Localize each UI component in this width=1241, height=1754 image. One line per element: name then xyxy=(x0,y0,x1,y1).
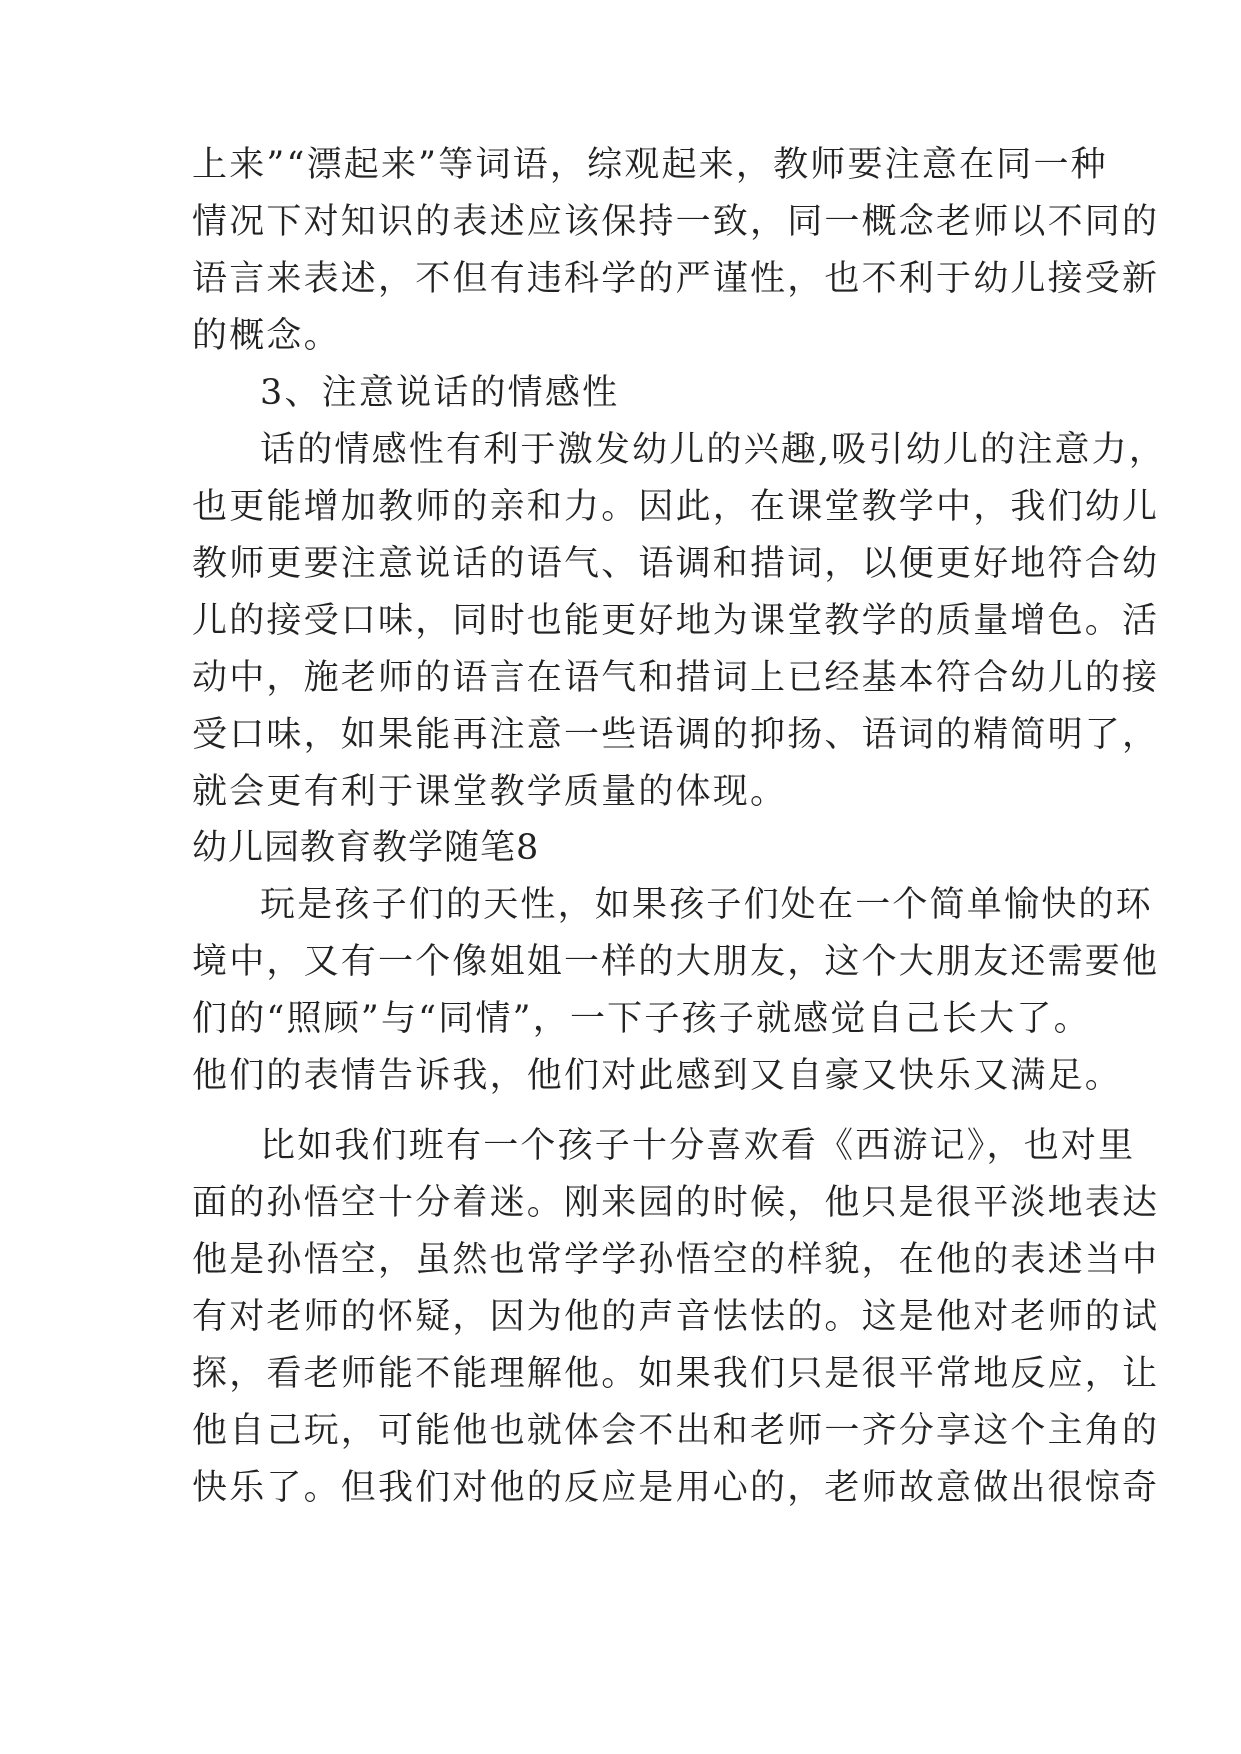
paragraph-line: 面的孙悟空十分着迷。刚来园的时候，他只是很平淡地表达 xyxy=(192,1183,1160,1223)
paragraph-line: 他是孙悟空，虽然也常学学孙悟空的样貌，在他的表述当中 xyxy=(192,1240,1160,1280)
paragraph-line: 话的情感性有利于激发幼儿的兴趣,吸引幼儿的注意力， xyxy=(260,430,1167,470)
paragraph-line: 有对老师的怀疑，因为他的声音怯怯的。这是他对老师的试 xyxy=(192,1297,1160,1337)
paragraph-line: 境中，又有一个像姐姐一样的大朋友，这个大朋友还需要他 xyxy=(192,942,1160,982)
paragraph-line: 们的“照顾”与“同情”，一下子孩子就感觉自己长大了。 xyxy=(192,999,1091,1039)
paragraph-line: 上来”“漂起来”等词语，综观起来，教师要注意在同一种 xyxy=(192,145,1108,185)
paragraph-line: 的概念。 xyxy=(192,316,341,356)
paragraph-line: 快乐了。但我们对他的反应是用心的，老师故意做出很惊奇 xyxy=(192,1468,1160,1508)
section-heading: 3、注意说话的情感性 xyxy=(260,373,620,413)
paragraph-line: 玩是孩子们的天性，如果孩子们处在一个简单愉快的环 xyxy=(260,885,1153,925)
paragraph-line: 情况下对知识的表述应该保持一致，同一概念老师以不同的 xyxy=(192,202,1160,242)
paragraph-line: 也更能增加教师的亲和力。因此，在课堂教学中，我们幼儿 xyxy=(192,487,1160,527)
paragraph-line: 比如我们班有一个孩子十分喜欢看《西游记》，也对里 xyxy=(260,1126,1136,1166)
paragraph-line: 语言来表述，不但有违科学的严谨性，也不利于幼儿接受新 xyxy=(192,259,1160,299)
paragraph-line: 动中，施老师的语言在语气和措词上已经基本符合幼儿的接 xyxy=(192,658,1160,698)
paragraph-line: 他自己玩，可能他也就体会不出和老师一齐分享这个主角的 xyxy=(192,1411,1160,1451)
paragraph-line: 教师更要注意说话的语气、语调和措词，以便更好地符合幼 xyxy=(192,544,1160,584)
paragraph-line: 探，看老师能不能理解他。如果我们只是很平常地反应，让 xyxy=(192,1354,1160,1394)
paragraph-line: 就会更有利于课堂教学质量的体现。 xyxy=(192,772,788,812)
paragraph-line: 儿的接受口味，同时也能更好地为课堂教学的质量增色。活 xyxy=(192,601,1160,641)
article-title: 幼儿园教育教学随笔8 xyxy=(192,828,540,868)
paragraph-line: 受口味，如果能再注意一些语调的抑扬、语词的精简明了， xyxy=(192,715,1160,755)
paragraph-line: 他们的表情告诉我，他们对此感到又自豪又快乐又满足。 xyxy=(192,1056,1123,1096)
